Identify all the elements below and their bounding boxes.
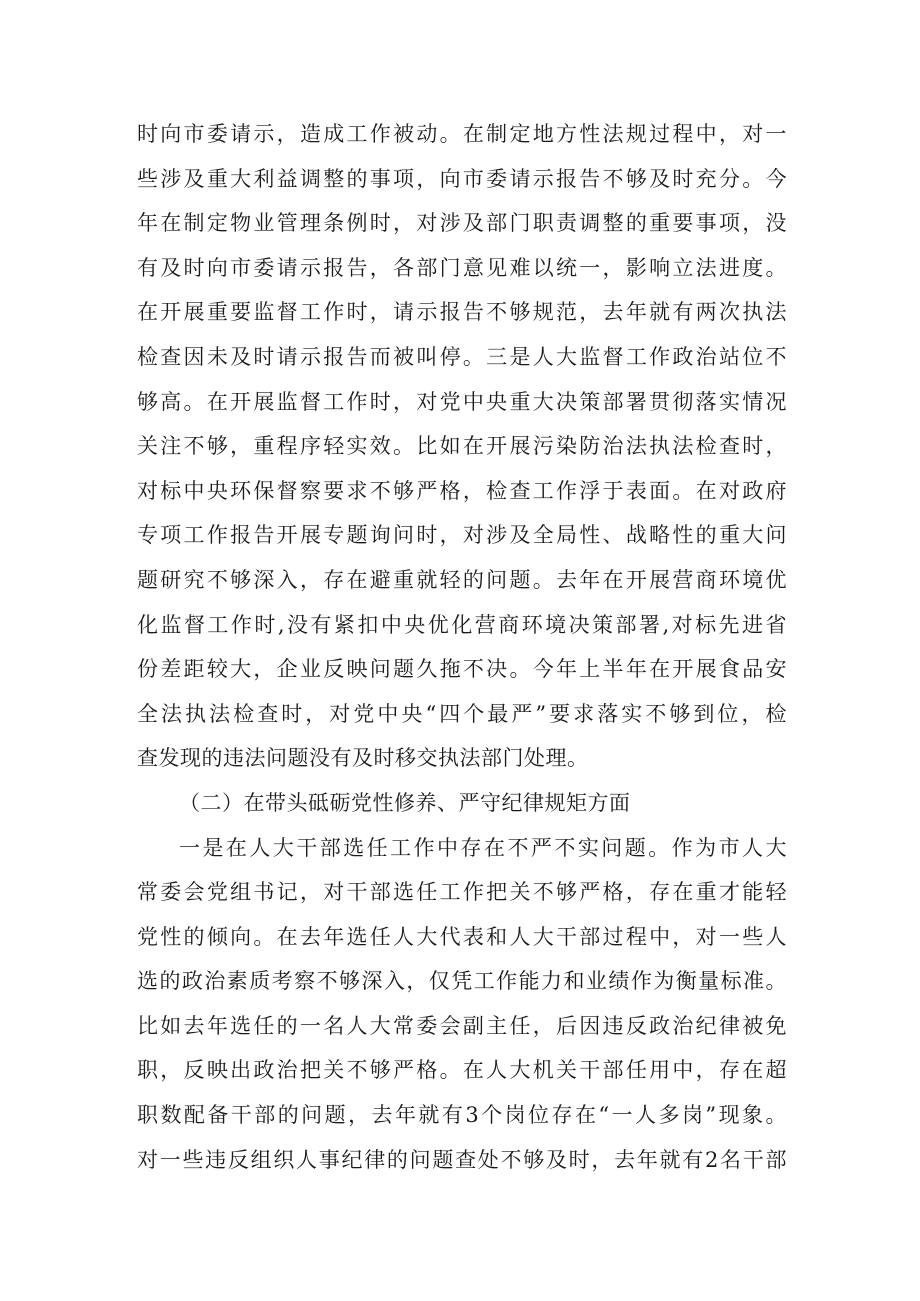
text-line: 选的政治素质考察不够深入，仅凭工作能力和业绩作为衡量标准。	[137, 969, 787, 994]
text-line: 一是在人大干部选任工作中存在不严不实问题。作为市人大	[179, 835, 787, 860]
text-line: 有及时向市委请示报告，各部门意见难以统一，影响立法进度。	[137, 255, 787, 280]
text-line: 化监督工作时,没有紧扣中央优化营商环境决策部署,对标先进省	[137, 612, 787, 637]
text-line: 比如去年选任的一名人大常委会副主任，后因违反政治纪律被免	[137, 1013, 787, 1038]
text-line: 职，反映出政治把关不够严格。在人大机关干部任用中，存在超	[137, 1058, 787, 1083]
paragraph-2	[137, 826, 787, 1183]
text-line: 时向市委请示，造成工作被动。在制定地方性法规过程中，对一	[137, 122, 787, 146]
text-line: 查发现的违法问题没有及时移交执法部门处理。	[137, 746, 589, 771]
document-body	[137, 112, 787, 1182]
text-line: 对标中央环保督察要求不够严格，检查工作浮于表面。在对政府	[137, 478, 787, 503]
text-line: 检查因未及时请示报告而被叫停。三是人大监督工作政治站位不	[137, 344, 787, 369]
text-line: 专项工作报告开展专题询问时，对涉及全局性、战略性的重大问	[137, 523, 787, 548]
text-line: 够高。在开展监督工作时，对党中央重大决策部署贯彻落实情况	[137, 389, 787, 414]
section-heading: （二）在带头砥砺党性修养、严守纪律规矩方面	[179, 790, 631, 815]
text-line: 在开展重要监督工作时，请示报告不够规范，去年就有两次执法	[137, 300, 787, 325]
text-line: 些涉及重大利益调整的事项，向市委请示报告不够及时充分。今	[137, 166, 787, 191]
paragraph-1	[137, 112, 787, 781]
text-line: 党性的倾向。在去年选任人大代表和人大干部过程中，对一些人	[137, 924, 787, 949]
text-line: 年在制定物业管理条例时，对涉及部门职责调整的重要事项，没	[137, 211, 787, 236]
text-line: 职数配备干部的问题，去年就有3个岗位存在“一人多岗”现象。	[137, 1103, 787, 1128]
text-line: 份差距较大，企业反映问题久拖不决。今年上半年在开展食品安	[137, 657, 787, 682]
text-line: 题研究不够深入，存在避重就轻的问题。去年在开展营商环境优	[137, 567, 787, 592]
text-line: 常委会党组书记，对干部选任工作把关不够严格，存在重才能轻	[137, 880, 787, 905]
text-line: 关注不够，重程序轻实效。比如在开展污染防治法执法检查时，	[137, 434, 787, 459]
text-line: 对一些违反组织人事纪律的问题查处不够及时，去年就有2名干部	[137, 1147, 787, 1172]
text-line: 全法执法检查时，对党中央“四个最严”要求落实不够到位，检	[137, 701, 787, 726]
